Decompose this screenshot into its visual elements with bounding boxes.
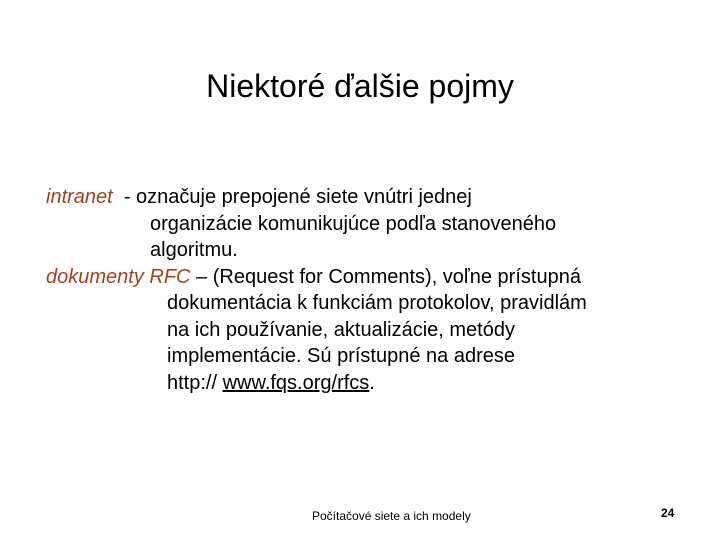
rfc-line-1 bbox=[46, 264, 706, 291]
footer-text: Počítačové siete a ich modely bbox=[312, 509, 471, 523]
term-rfc: dokumenty RFC bbox=[46, 265, 191, 288]
rfc-line-5 bbox=[46, 370, 706, 397]
rfc-line-2: dokumentácia k funkciám protokolov, pravidlám bbox=[167, 292, 587, 314]
rfc-definition-1: – (Request for Comments), voľne prístupná bbox=[190, 265, 581, 288]
url-prefix: http:// bbox=[167, 371, 223, 394]
rfc-line-3: na ich používanie, aktualizácie, metódy bbox=[167, 318, 515, 341]
intranet-definition-1: - označuje prepojené siete vnútri jednej bbox=[112, 186, 472, 208]
intranet-line-1 bbox=[46, 184, 706, 211]
term-intranet: intranet bbox=[46, 186, 113, 208]
rfc-line-4: implementácie. Sú prístupné na adrese bbox=[167, 345, 515, 367]
page-number: 24 bbox=[661, 506, 675, 520]
rfc-link[interactable]: www.fqs.org/rfcs bbox=[222, 371, 370, 394]
slide-body bbox=[46, 184, 706, 396]
url-suffix: . bbox=[369, 371, 375, 394]
intranet-line-3: algoritmu. bbox=[150, 239, 238, 261]
intranet-line-2: organizácie komunikujúce podľa stanoveného bbox=[150, 212, 557, 235]
slide-title: Niektoré ďalšie pojmy bbox=[206, 68, 514, 104]
